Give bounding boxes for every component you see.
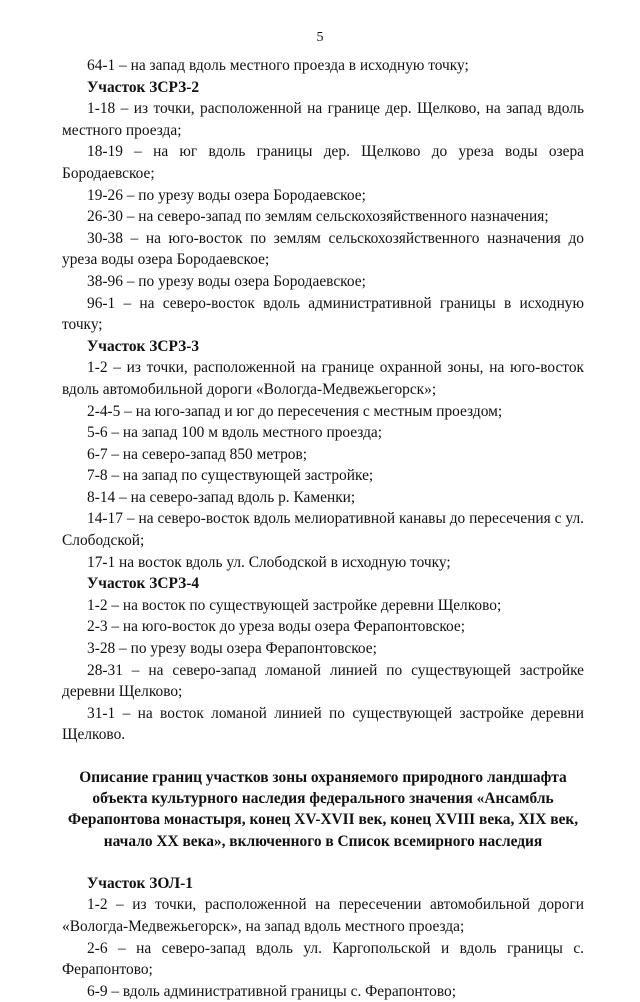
heading-zsrz-2: Участок ЗСРЗ-2 [87, 78, 200, 96]
paragraph-zsrz2-6: 38-96 – по урезу воды озера Бородаевское; [87, 272, 366, 290]
document-body [62, 55, 584, 1002]
paragraph-zsrz3-7: 14-17 – на северо-восток вдоль мелиоративной канавы до пересечения с ул. Слободской; [62, 510, 584, 550]
paragraph-zol1-1: 1-2 – из точки, расположенной на пересечении автомобильной дороги «Вологда-Медвежьегорск», на запад вдоль местного проезда; [62, 896, 584, 935]
paragraph-zsrz3-5: 7-8 – на запад по существующей застройке; [87, 467, 374, 485]
paragraph-zsrz2-4: 26-30 – на северо-запад по землям сельскохозяйственного назначения; [87, 208, 549, 226]
paragraph-zsrz2-2: 18-19 – на юг вдоль границы дер. Щелково до уреза воды озера Бородаевское; [62, 143, 584, 182]
heading-zol-1: Участок ЗОЛ-1 [87, 874, 193, 892]
heading-zsrz-3: Участок ЗСРЗ-3 [87, 337, 200, 355]
page-number: 5 [316, 30, 324, 45]
paragraph-zsrz4-4: 28-31 – на северо-запад ломаной линией по существующей застройке деревни Щелково; [62, 661, 584, 701]
paragraph-zsrz4-3: 3-28 – по урезу воды озера Ферапонтовское; [87, 640, 377, 658]
paragraph-zsrz3-1: 1-2 – из точки, расположенной на границе охранной зоны, на юго-восток вдоль автомобильной дороги «Вологда-Медвежьегорск»; [62, 359, 584, 398]
paragraph-zol1-3: 6-9 – вдоль административной границы с. Ферапонтово; [87, 982, 456, 1000]
paragraph-zsrz3-2: 2-4-5 – на юго-запад и юг до пересечения с местным проездом; [87, 402, 503, 420]
paragraph-zsrz4-5: 31-1 – на восток ломаной линией по существующей застройке деревни Щелково. [62, 704, 584, 744]
heading-zsrz-4: Участок ЗСРЗ-4 [87, 575, 200, 593]
paragraph-zsrz2-7: 96-1 – на северо-восток вдоль административной границы в исходную точку; [62, 294, 584, 334]
paragraph-zsrz2-5: 30-38 – на юго-восток по землям сельскохозяйственного назначения до уреза воды озера Бородаевское; [62, 229, 584, 269]
description-title: Описание границ участков зоны охраняемого природного ландшафта объекта культурного наследия федерального значения «Ансамбль Ферапонтова монастыря, конец XV-XVII век, конец XVIII века, XIX век, начало XX века», включенного в Список всемирного наследия [67, 769, 579, 850]
paragraph-zsrz2-3: 19-26 – по урезу воды озера Бородаевское; [87, 186, 366, 204]
paragraph-zsrz4-1: 1-2 – на восток по существующей застройке деревни Щелково; [87, 596, 502, 614]
paragraph-zsrz3-4: 6-7 – на северо-запад 850 метров; [87, 445, 308, 463]
paragraph-zsrz3-3: 5-6 – на запад 100 м вдоль местного проезда; [87, 424, 383, 442]
paragraph-zsrz4-2: 2-3 – на юго-восток до уреза воды озера Ферапонтовское; [87, 618, 466, 636]
paragraph-zsrz2-1: 1-18 – из точки, расположенной на границе дер. Щелково, на запад вдоль местного проезда; [62, 100, 584, 139]
paragraph-zsrz3-6: 8-14 – на северо-запад вдоль р. Каменки; [87, 488, 356, 506]
paragraph-zsrz3-8: 17-1 на восток вдоль ул. Слободской в исходную точку; [87, 553, 451, 571]
spacer [62, 852, 584, 873]
paragraph-zol1-2: 2-6 – на северо-запад вдоль ул. Каргопольской и вдоль границы с. Ферапонтово; [62, 939, 584, 979]
paragraph-64-1: 64-1 – на запад вдоль местного проезда в исходную точку; [87, 57, 469, 74]
